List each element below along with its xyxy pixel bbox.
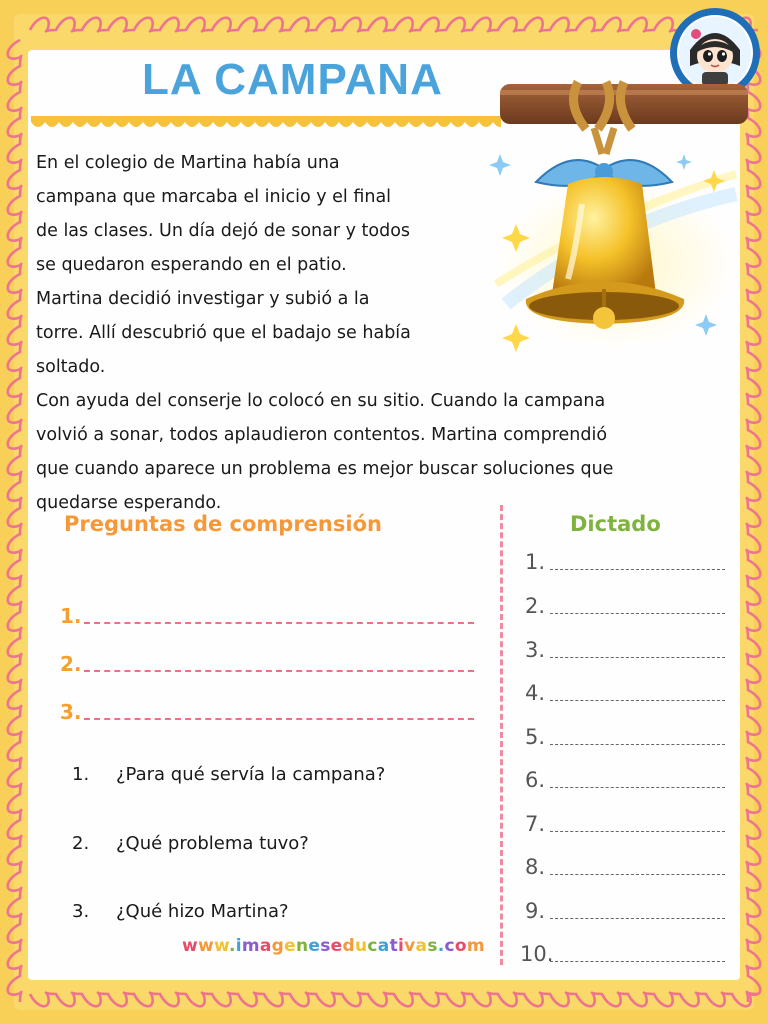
question-text: ¿Para qué servía la campana? [116,764,386,785]
question-text: ¿Qué hizo Martina? [116,901,289,922]
story-line: Con ayuda del conserje lo colocó en su sitio. Cuando la campana [36,391,606,411]
dictado-number: 6. [524,768,546,792]
question-number: 2. [72,833,90,854]
dictado-line[interactable] [520,762,725,792]
question-number: 1. [72,764,90,785]
dictado-rule [550,787,725,788]
question-3 [72,901,289,922]
page-title: LA CAMPANA [142,55,443,104]
dictado-line[interactable] [520,806,725,836]
dictado-rule [550,657,725,658]
story-line: torre. Allí descubrió que el badajo se había [36,323,411,343]
story-line: se quedaron esperando en el patio. [36,255,347,275]
section-divider [500,505,503,965]
dictado-number: 5. [524,725,546,749]
story-line: volvió a sonar, todos aplaudieron contentos. Martina comprendió [36,425,608,445]
dictado-number: 8. [524,855,546,879]
story-line: soltado. [36,357,106,377]
dictado-rule [550,874,725,875]
dictado-line[interactable] [520,893,725,923]
questions-section-title: Preguntas de comprensión [64,512,382,536]
dictado-rule [550,700,725,701]
story-line: Martina decidió investigar y subió a la [36,289,370,309]
story-text [36,146,736,520]
dictado-number: 4. [524,681,546,705]
dictado-line[interactable] [520,588,725,618]
dictado-rule [550,569,725,570]
answer-line-1[interactable] [60,604,474,628]
answer-rule [84,718,474,720]
answer-rule [84,622,474,624]
question-1 [72,764,385,785]
answer-line-3[interactable] [60,700,474,724]
dictado-number: 7. [524,812,546,836]
dictado-line[interactable] [520,936,725,966]
story-line: quedarse esperando. [36,493,222,513]
dictado-title: Dictado [570,512,661,536]
answer-rule [84,670,474,672]
answer-line-2[interactable] [60,652,474,676]
dictado-number: 2. [524,594,546,618]
story-line: que cuando aparece un problema es mejor buscar soluciones que [36,459,614,479]
dictado-line[interactable] [520,849,725,879]
story-line: campana que marcaba el inicio y el final [36,187,392,207]
dictado-rule [550,831,725,832]
dictado-number: 1. [524,550,546,574]
answer-number: 3. [60,700,82,724]
story-line: En el colegio de Martina había una [36,153,340,173]
answer-number: 1. [60,604,82,628]
question-2 [72,833,309,854]
title-scallop-divider [31,116,501,132]
story-line: de las clases. Un día dejó de sonar y todos [36,221,411,241]
dictado-line[interactable] [520,544,725,574]
footer-url: www.imageneseducativas.com [182,936,485,956]
dictado-line[interactable] [520,632,725,662]
dictado-number: 3. [524,638,546,662]
dictado-rule [550,961,725,962]
dictado-line[interactable] [520,675,725,705]
dictado-number: 9. [524,899,546,923]
dictado-number: 10. [520,942,554,966]
dictado-line[interactable] [520,719,725,749]
question-text: ¿Qué problema tuvo? [116,833,309,854]
dictado-rule [550,613,725,614]
dictado-rule [550,744,725,745]
answer-number: 2. [60,652,82,676]
question-number: 3. [72,901,90,922]
dictado-rule [550,918,725,919]
